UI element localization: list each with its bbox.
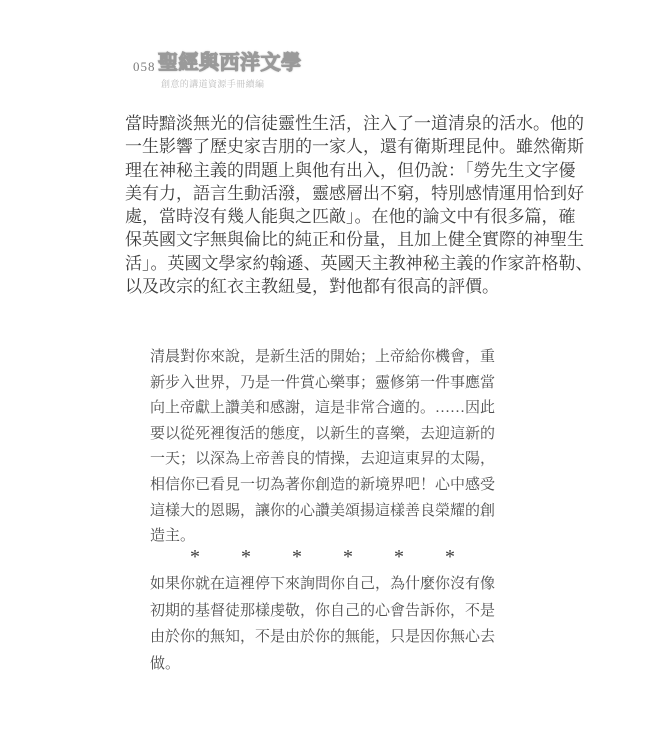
text-line: 理在神秘主義的問題上與他有出入，但仍說：「勞先生文字優 [125, 160, 576, 180]
quote-block [150, 345, 500, 550]
book-title: 聖經與西洋文學 [158, 52, 302, 74]
text-line: 處，當時沒有幾人能與之匹敵」。在他的論文中有很多篇，確 [125, 207, 576, 227]
text-line: 美有力，語言生動活潑，靈感層出不窮，特別感情運用恰到好 [125, 183, 584, 203]
text-line: 清晨對你來說，是新生活的開始；上帝給你機會，重 [150, 349, 496, 365]
text-line: 初期的基督徒那樣虔敬，你自己的心會告訴你，不是 [150, 602, 496, 619]
page-number: 058 [133, 59, 156, 74]
text-line: 向上帝獻上讚美和感謝，這是非常合適的。……因此 [150, 400, 496, 417]
text-line: 以及改宗的紅衣主教紐曼，對他都有很高的評價。 [125, 277, 499, 297]
quote-continuation-block [150, 571, 500, 677]
text-line: 活」。英國文學家約翰遜、英國天主教神秘主義的作家許格勒、 [125, 253, 593, 273]
main-paragraph [125, 112, 593, 298]
text-line: 一生影響了歷史家吉朋的一家人，還有衛斯理昆仲。雖然衛斯 [125, 137, 584, 157]
text-line: 造主。 [150, 528, 196, 545]
text-line: 做。 [150, 655, 181, 672]
text-line: 如果你就在這裡停下來詢問你自己，為什麼你沒有像 [150, 576, 496, 592]
book-subtitle: 創意的講道資源手冊續編 [161, 79, 265, 89]
text-line: 一天；以深為上帝善良的情操，去迎這東昇的太陽， [150, 451, 496, 468]
asterisk-separator: * * * * * * [190, 546, 455, 568]
text-line: 要以從死裡復活的態度，以新生的喜樂，去迎這新的 [150, 425, 496, 442]
text-line: 保英國文字無與倫比的純正和份量，且加上健全實際的神聖生 [125, 230, 584, 250]
text-line: 當時黯淡無光的信徒靈性生活，注入了一道清泉的活水。他的 [125, 114, 584, 133]
text-line: 新步入世界，乃是一件賞心樂事；靈修第一件事應當 [150, 374, 496, 391]
text-line: 這樣大的恩賜，讓你的心讚美頌揚這樣善良榮耀的創 [150, 502, 496, 519]
text-line: 相信你已看見一切為著你創造的新境界吧！心中感受 [150, 476, 496, 493]
text-line: 由於你的無知，不是由於你的無能，只是因你無心去 [150, 629, 496, 645]
